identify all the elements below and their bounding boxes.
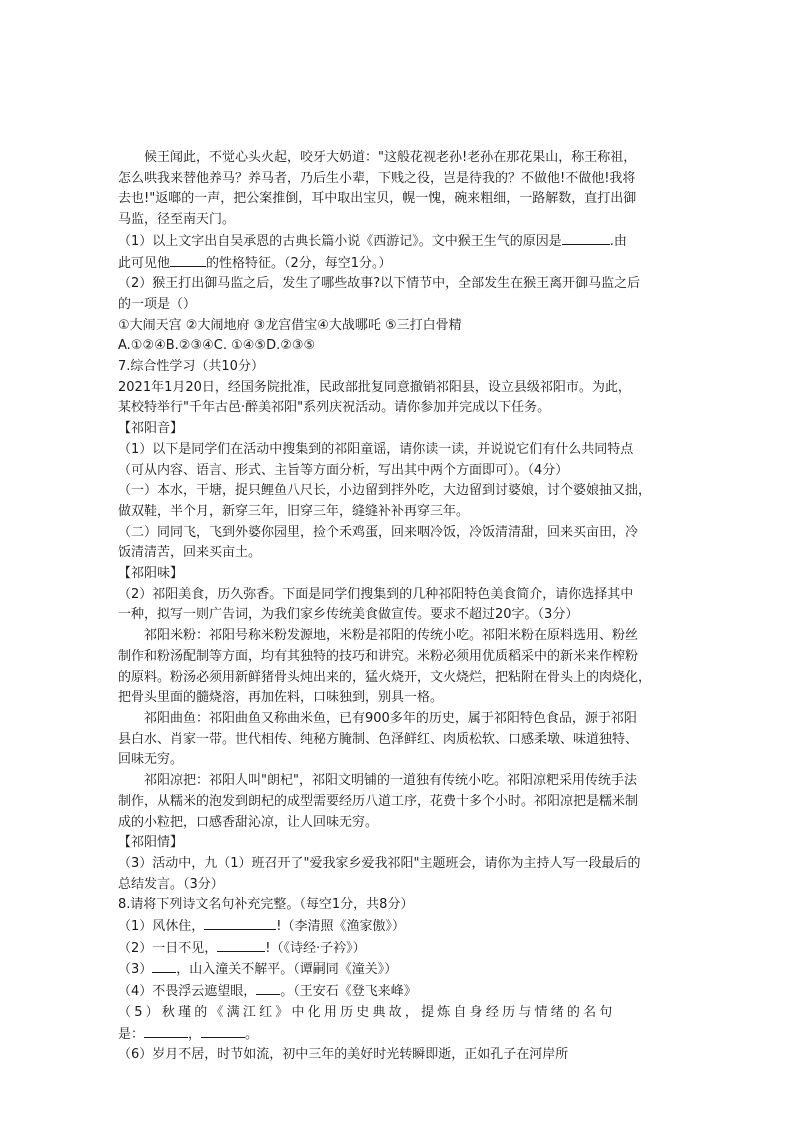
question-1-cont xyxy=(118,253,676,275)
poem-item xyxy=(118,938,676,960)
passage-line: 马监，径至南天门。 xyxy=(118,212,236,228)
food-text: 制作，从糯米的泡发到朗杞的成型需要经历八道工序，花费十多个小时。祁阳凉把是糯米制 xyxy=(118,793,639,809)
question-text: 此可见他 xyxy=(118,255,171,271)
question-2: （2）猴王打出御马监之后，发生了哪些故事?以下情节中，全部发生在猴王离开御马监之后 xyxy=(118,276,641,292)
section-7-title: 7.综合性学习（共10分） xyxy=(118,359,264,375)
question-text: .由 xyxy=(609,233,627,249)
poem-item xyxy=(118,981,676,1003)
rhyme-text: 饭清清苦，回来买亩土。 xyxy=(118,545,262,561)
answer-blank[interactable] xyxy=(144,1024,188,1038)
poem-text: ， xyxy=(188,1026,202,1042)
task-text: 总结发言。（3分） xyxy=(118,876,224,892)
answer-blank[interactable] xyxy=(217,938,265,952)
document-page xyxy=(118,148,676,1066)
answer-blank[interactable] xyxy=(201,1024,245,1038)
poem-text: !（《诗经·子衿》） xyxy=(265,940,366,956)
question-2-cont: 的一项是（） xyxy=(118,296,197,312)
food-text: 祁阳曲鱼：祁阳曲鱼又称曲米鱼，已有900多年的历史，属于祁阳特色食品，源于祁阳 xyxy=(144,710,637,726)
task-text: 一种，拟写一则广告词，为我们家乡传统美食做宣传。要求不超过20字。（3分） xyxy=(118,607,579,623)
passage-line: 候王闻此，不觉心头火起，咬牙大奶道："这般花视老孙!老孙在那花果山，称王称祖， xyxy=(144,150,637,165)
section-7-intro: 某校特举行"千年古邑·醉美祁阳"系列庆祝活动。请你参加并完成以下任务。 xyxy=(118,400,551,416)
food-text: 的原料。粉汤必须用新鲜猪骨头炖出来的，猛火烧开，文火烧烂，把粘附在骨头上的肉烧化， xyxy=(118,669,652,685)
food-text: 成的小粒把，口感香甜沁凉，让人回味无穷。 xyxy=(118,814,379,830)
poem-text: 。（王安石《登飞来峰》 xyxy=(280,984,417,1000)
food-text: 县白水、肖家一带。世代相传、纯秘方腌制、色泽鲜红、肉质松软、口感柔墩、味道独特、 xyxy=(118,731,639,747)
answer-blank[interactable] xyxy=(562,231,610,245)
poem-item: （5）秋瑾的《满江红》中化用历史典故，提炼自身经历与情绪的名句 xyxy=(118,1004,616,1020)
question-2-choices: A.①②④B.②③④C. ①④⑤D.②③⑤ xyxy=(118,338,316,354)
section-heading: 【祁阳音】 xyxy=(118,421,184,437)
rhyme-text: （二）同同飞，飞到外婆你园里，捡个禾鸡蛋，回来咽冷饭，冷饭清清甜，回来买亩田，冷 xyxy=(118,524,639,540)
rhyme-text: （一）本水，干塘，捉只鲤鱼八尺长，小边留到拌外吃，大边留到讨婆娘，讨个婆娘抽又拙， xyxy=(118,483,652,499)
task-text: （1）以下是同学们在活动中搜集到的祁阳童谣，请你读一读，并说说它们有什么共同特点 xyxy=(118,441,634,457)
poem-text: （2）一日不见， xyxy=(118,940,218,956)
question-1 xyxy=(118,231,676,253)
poem-item: （6）岁月不居，时节如流，初中三年的美好时光转瞬即逝，正如孔子在河岸所 xyxy=(118,1047,569,1063)
task-text: （3）活动中，九（1）班召开了"爱我家乡爱我祁阳"主题班会，请你为主持人写一段最后的 xyxy=(118,855,641,871)
section-7-intro: 2021年1月20日，经国务院批准，民政部批复同意撤销祁阳县，设立县级祁阳市。为此， xyxy=(118,379,631,395)
poem-text: !（李清照《渔家傲》） xyxy=(276,919,405,935)
food-text: 回味无穷。 xyxy=(118,752,184,768)
task-text: （可从内容、语言、形式、主旨等方面分析，写出其中两个方面即可）。（4分） xyxy=(118,462,569,478)
food-text: 祁阳凉把：祁阳人叫"朗杞"，祁阳文明铺的一道独有传统小吃。祁阳凉粑采用传统手法 xyxy=(144,773,637,789)
question-text: 的性格特征。（2分，每空1分。） xyxy=(206,255,392,271)
passage-line: 怎么哄我来替他养马？养马者，乃后生小辈，下贱之役，岂是待我的？不做他!不做他!我将 xyxy=(118,170,636,186)
section-heading: 【祁阳味】 xyxy=(118,566,184,582)
task-text: （2）祁阳美食，历久弥香。下面是同学们搜集到的几种祁阳特色美食简介，请你选择其中 xyxy=(118,586,634,602)
section-heading: 【祁阳情】 xyxy=(118,835,184,851)
question-2-options: ①大闹天宫 ②大闹地府 ③龙宫借宝④大战哪吒 ⑤三打白骨精 xyxy=(118,317,462,333)
poem-item xyxy=(118,916,676,938)
question-text: （1）以上文字出自吴承恩的古典长篇小说《西游记》。文中猴王生气的原因是 xyxy=(118,233,562,249)
poem-text: 是： xyxy=(118,1026,145,1042)
poem-text: （1）风休住， xyxy=(118,919,205,935)
answer-blank[interactable] xyxy=(170,253,206,267)
poem-text: 。 xyxy=(245,1026,259,1042)
food-text: 把骨头里面的髓烧溶，再加佐料，口味独到，别具一格。 xyxy=(118,690,444,706)
answer-blank[interactable] xyxy=(256,981,280,995)
passage-line: 去也!"返啷的一声，把公案推倒，耳中取出宝贝，幌一愧，碗来粗细，一路解数，直打出御 xyxy=(118,191,637,207)
food-text: 祁阳米粉：祁阳号称米粉发源地，米粉是祁阳的传统小吃。祁阳米粉在原料选用、粉丝 xyxy=(144,628,639,644)
poem-text: （4）不畏浮云遮望眼， xyxy=(118,984,257,1000)
rhyme-text: 做双鞋，半个月，新穿三年，旧穿三年，缝缝补补再穿三年。 xyxy=(118,503,470,519)
poem-item xyxy=(118,959,676,981)
section-8-title: 8.请将下列诗文名句补充完整。（每空1分，共8分） xyxy=(118,897,414,913)
poem-text: ，山入潼关不解平。（谭嗣同《潼关》） xyxy=(176,962,398,978)
poem-text: （3） xyxy=(118,962,153,978)
poem-item xyxy=(118,1024,676,1046)
food-text: 制作和粉汤配制等方面，均有其独特的技巧和讲究。米粉必须用优质稻采中的新米来作榨粉 xyxy=(118,648,639,664)
answer-blank[interactable] xyxy=(152,959,176,973)
answer-blank[interactable] xyxy=(204,916,276,930)
